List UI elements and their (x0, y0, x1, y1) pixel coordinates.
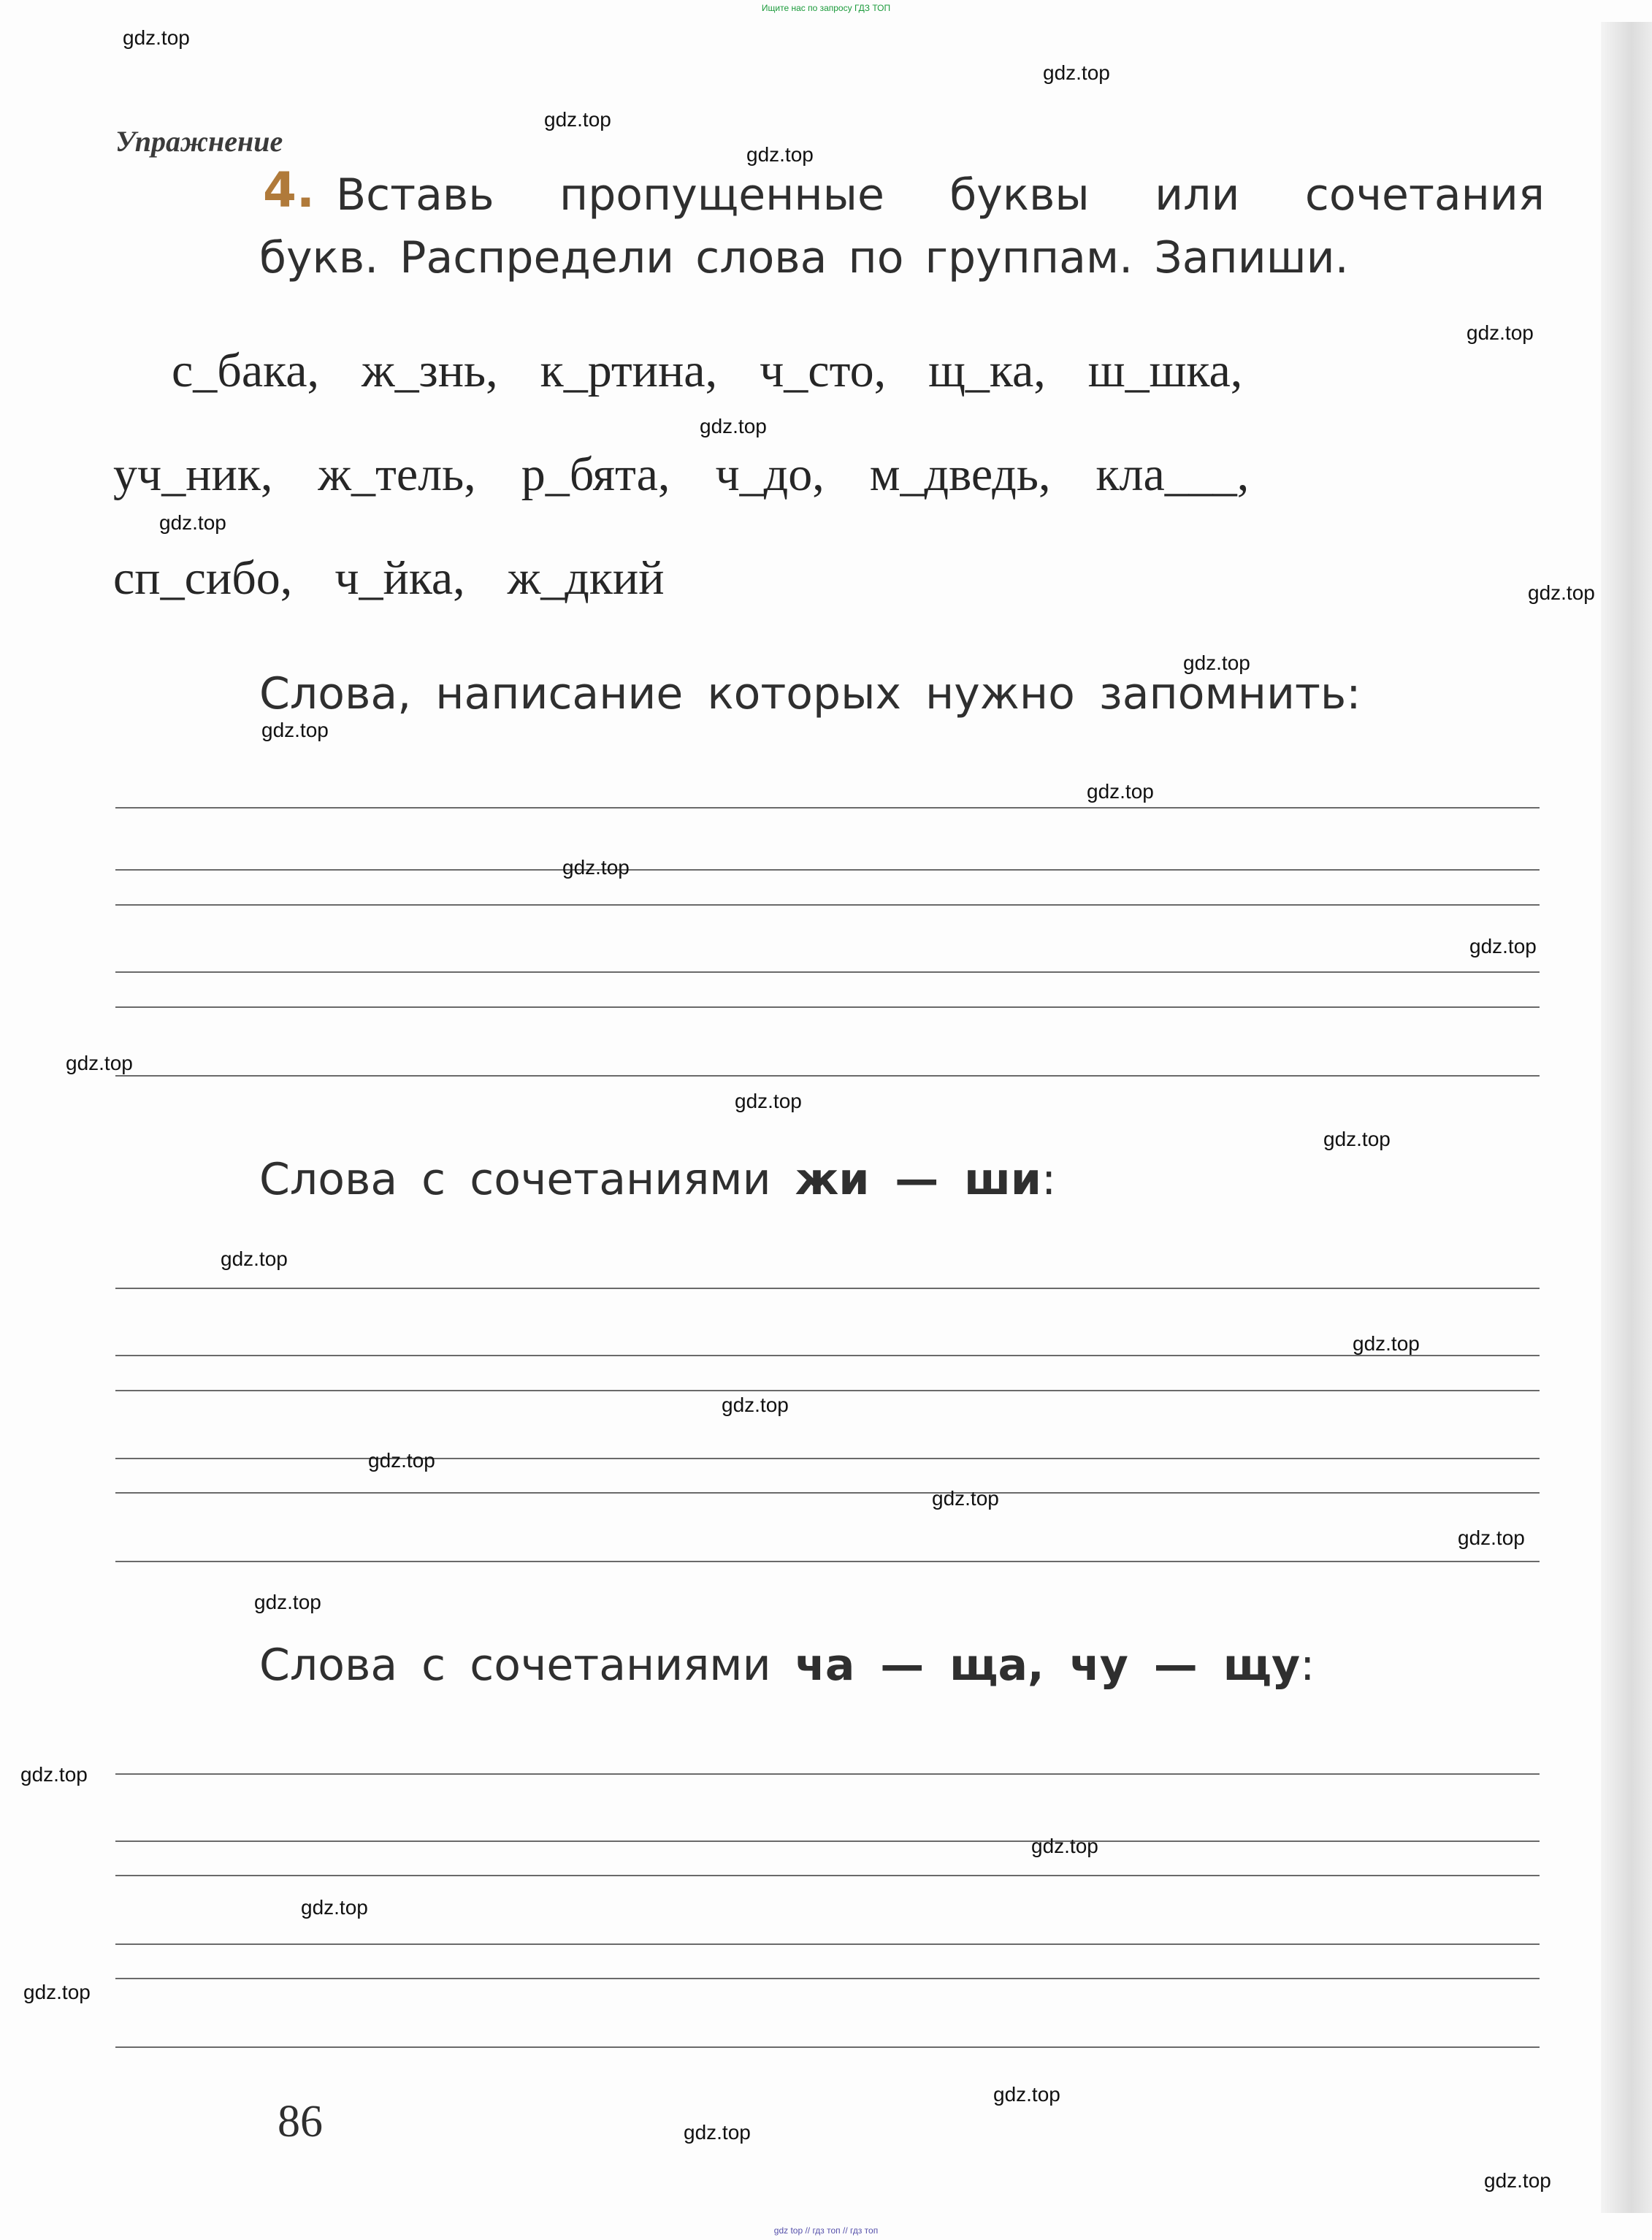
watermark: gdz.top (20, 1763, 88, 1786)
writing-line[interactable] (115, 1561, 1540, 1562)
watermark: gdz.top (1466, 321, 1534, 344)
heading-zhi-shi (259, 1154, 1056, 1205)
watermark: gdz.top (684, 2121, 751, 2144)
watermark: gdz.top (368, 1449, 435, 1472)
page-edge-shadow (1601, 22, 1652, 2213)
word: ж_дкий (507, 551, 665, 605)
watermark: gdz.top (254, 1591, 321, 1613)
watermark: gdz.top (993, 2083, 1060, 2106)
word: щ_ка, (928, 344, 1046, 397)
section-label: Упражнение (115, 125, 283, 158)
task-instruction-line-2: букв. Распредели слова по группам. Запиши. (259, 232, 1349, 283)
word: уч_ник, (113, 448, 273, 501)
word: ч_йка, (334, 551, 465, 605)
writing-line[interactable] (115, 1943, 1540, 1945)
word: ч_до, (715, 448, 825, 501)
watermark: gdz.top (1323, 1128, 1391, 1150)
word: к_ртина, (540, 344, 718, 397)
watermark: gdz.top (700, 415, 767, 437)
watermark: gdz.top (23, 1981, 91, 2003)
watermark: gdz.top (1087, 780, 1154, 803)
watermark: gdz.top (1183, 651, 1250, 674)
task-instruction-line-1: Вставь пропущенные буквы или сочетания (336, 169, 1545, 221)
page-number: 86 (278, 2097, 323, 2147)
writing-line[interactable] (115, 1006, 1540, 1008)
writing-line[interactable] (115, 1355, 1540, 1356)
writing-line[interactable] (115, 1288, 1540, 1289)
watermark: gdz.top (1528, 581, 1595, 604)
word: кла___, (1095, 448, 1250, 501)
heading-bold: жи — ши (795, 1154, 1041, 1205)
writing-line[interactable] (115, 1840, 1540, 1842)
writing-line[interactable] (115, 1075, 1540, 1077)
writing-line[interactable] (115, 904, 1540, 906)
word-line-2 (113, 447, 1249, 502)
word: ж_тель, (318, 448, 476, 501)
heading-suffix: : (1041, 1154, 1057, 1205)
writing-line[interactable] (115, 1978, 1540, 1979)
writing-line[interactable] (115, 2046, 1540, 2048)
word: р_бята, (521, 448, 670, 501)
watermark: gdz.top (221, 1247, 288, 1270)
word: м_дведь, (869, 448, 1051, 501)
writing-line[interactable] (115, 869, 1540, 871)
watermark: gdz.top (159, 511, 226, 534)
word: ж_знь, (362, 344, 498, 397)
watermark: gdz.top (1043, 61, 1110, 84)
writing-line[interactable] (115, 1458, 1540, 1459)
heading-prefix: Слова с сочетаниями (259, 1154, 771, 1205)
writing-line[interactable] (115, 1875, 1540, 1876)
word: с_бака, (172, 344, 320, 397)
heading-cha-shcha-chu-shchu (259, 1640, 1315, 1691)
watermark: gdz.top (1469, 935, 1537, 957)
watermark: gdz.top (544, 108, 611, 131)
watermark: gdz.top (746, 143, 814, 166)
watermark: gdz.top (722, 1394, 789, 1416)
writing-line[interactable] (115, 971, 1540, 973)
writing-line[interactable] (115, 1492, 1540, 1494)
word-line-3 (113, 551, 665, 606)
watermark: gdz.top (562, 856, 630, 879)
header-note: Ищите нас по запросу ГДЗ ТОП (761, 3, 891, 13)
watermark: gdz.top (735, 1090, 802, 1112)
word: ш_шка, (1087, 344, 1243, 397)
watermark: gdz.top (123, 26, 190, 49)
watermark: gdz.top (1353, 1332, 1420, 1355)
watermark: gdz.top (1484, 2169, 1551, 2192)
watermark: gdz.top (66, 1052, 133, 1074)
watermark: gdz.top (301, 1896, 368, 1919)
task-number: 4. (263, 162, 315, 218)
watermark: gdz.top (932, 1487, 999, 1510)
word: ч_сто, (760, 344, 887, 397)
heading-bold: ча — ща, чу — щу (795, 1640, 1301, 1691)
writing-line[interactable] (115, 1390, 1540, 1391)
footer-note: gdz top // гдз топ // гдз топ (773, 2225, 879, 2236)
watermark: gdz.top (1031, 1835, 1098, 1857)
watermark: gdz.top (261, 719, 329, 741)
writing-line[interactable] (115, 1773, 1540, 1775)
heading-memorize-words: Слова, написание которых нужно запомнить: (259, 668, 1361, 719)
watermark: gdz.top (1458, 1526, 1525, 1549)
word-line-1 (172, 343, 1242, 399)
heading-prefix: Слова с сочетаниями (259, 1640, 771, 1691)
heading-suffix: : (1300, 1640, 1315, 1691)
writing-line[interactable] (115, 807, 1540, 809)
word: сп_сибо, (113, 551, 293, 605)
